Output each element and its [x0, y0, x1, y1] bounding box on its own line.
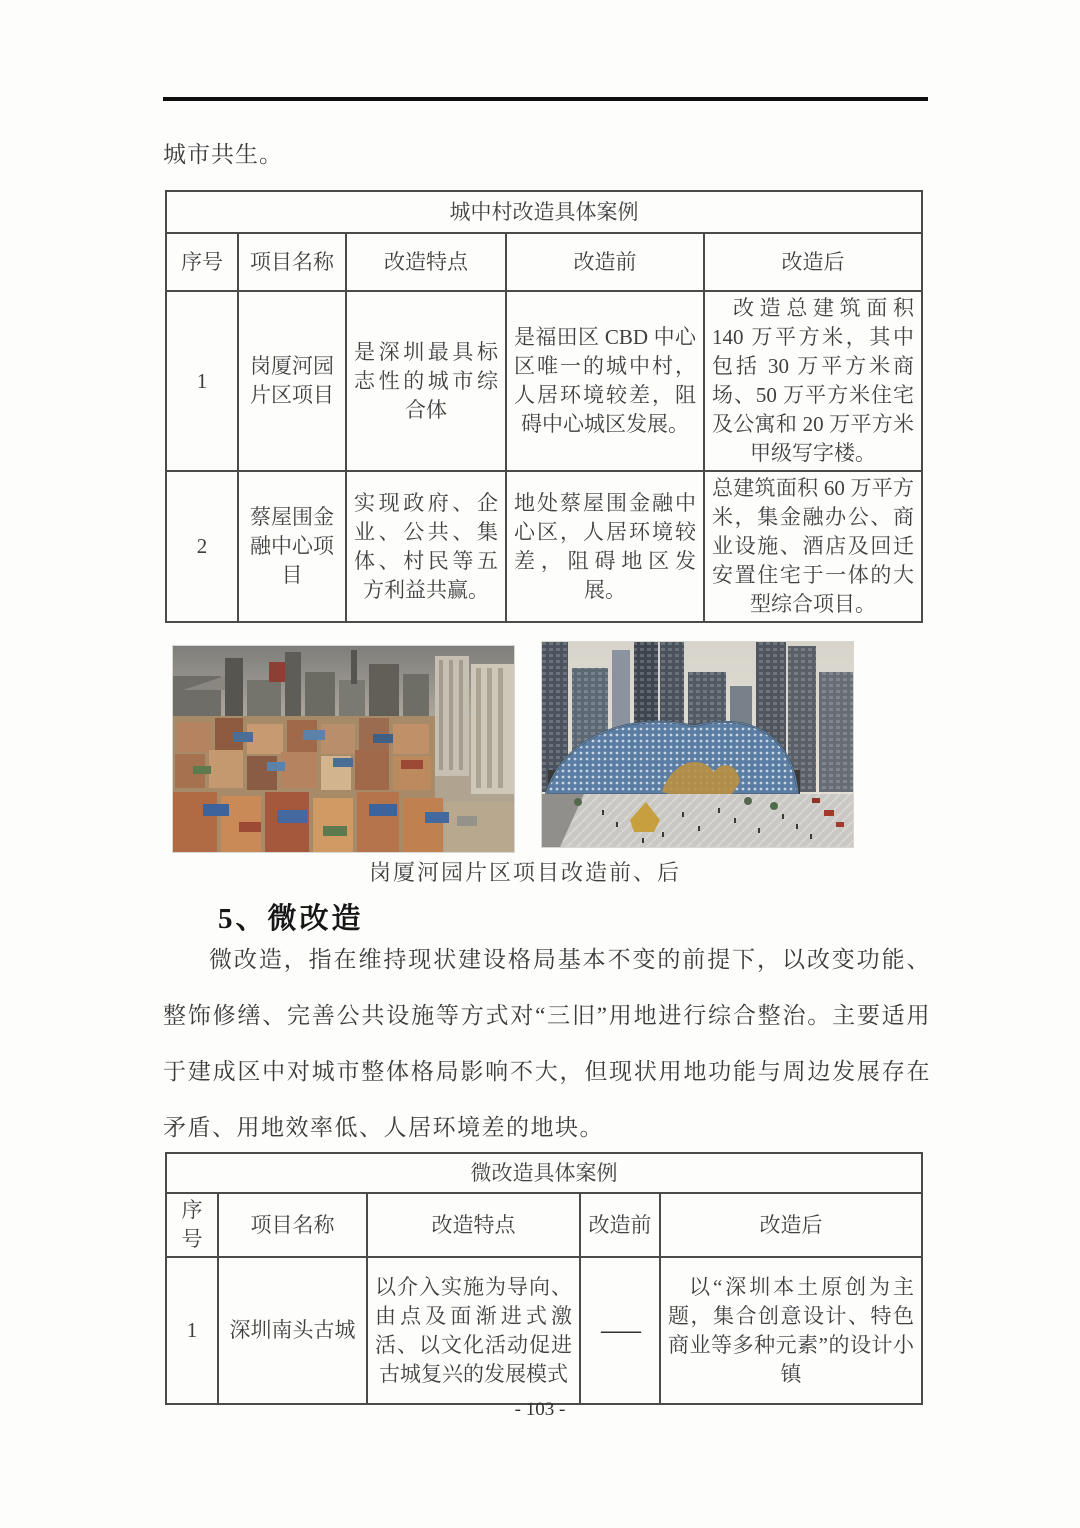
- cell-before: 是福田区 CBD 中心区唯一的城中村，人居环境较差，阻碍中心城区发展。: [506, 291, 704, 471]
- table-title-row: [166, 1153, 922, 1193]
- col-header-name: 项目名称: [238, 233, 346, 291]
- cell-no: 2: [166, 471, 238, 622]
- table-title-row: [166, 191, 922, 233]
- table-row: [166, 291, 922, 471]
- col-header-before: 改造前: [580, 1193, 660, 1257]
- cell-name: 深圳南头古城: [218, 1257, 367, 1404]
- col-header-no: 序号: [166, 233, 238, 291]
- col-header-before: 改造前: [506, 233, 704, 291]
- figure-caption: 岗厦河园片区项目改造前、后: [368, 860, 681, 885]
- table-header-row: [166, 1193, 922, 1257]
- cell-name: 岗厦河园片区项目: [238, 291, 346, 471]
- cell-feature: 实现政府、企业、公共、集体、村民等五方利益共赢。: [346, 471, 506, 622]
- table-title: 城中村改造具体案例: [166, 191, 922, 233]
- after-photo: [542, 642, 853, 847]
- urban-village-cases-table: [165, 190, 923, 623]
- before-photo: [173, 646, 514, 852]
- col-header-after: 改造后: [704, 233, 922, 291]
- cell-after: 改造总建筑面积 140 万平方米，其中包括 30 万平方米商场、50 万平方米住宅及公寓和 20 万平方米甲级写字楼。: [704, 291, 922, 471]
- cell-name: 蔡屋围金融中心项目: [238, 471, 346, 622]
- table-header-row: [166, 233, 922, 291]
- micro-renewal-cases-table: [165, 1152, 923, 1405]
- section-heading: 5、微改造: [218, 903, 364, 935]
- cell-no: 1: [166, 1257, 218, 1404]
- cell-feature: 以介入实施为导向、由点及面渐进式激活、以文化活动促进古城复兴的发展模式: [367, 1257, 580, 1404]
- page-number: - 103 -: [514, 1399, 566, 1420]
- header-rule: [163, 97, 928, 101]
- col-header-feature: 改造特点: [346, 233, 506, 291]
- cell-after: 以“深圳本土原创为主题，集合创意设计、特色商业等多种元素”的设计小镇: [660, 1257, 922, 1404]
- table-row: [166, 471, 922, 622]
- table-title: 微改造具体案例: [166, 1153, 922, 1193]
- col-header-no: 序号: [166, 1193, 218, 1257]
- cell-after: 总建筑面积 60 万平方米，集金融办公、商业设施、酒店及回迁安置住宅于一体的大型综合项目。: [704, 471, 922, 622]
- cell-no: 1: [166, 291, 238, 471]
- col-header-feature: 改造特点: [367, 1193, 580, 1257]
- section-paragraph: 微改造，指在维持现状建设格局基本不变的前提下，以改变功能、整饰修缮、完善公共设施等方式对“三旧”用地进行综合整治。主要适用于建成区中对城市整体格局影响不大，但现状用地功能与周边发展存在矛盾、用地效率低、人居环境差的地块。: [163, 947, 931, 1140]
- table-row: [166, 1257, 922, 1404]
- col-header-name: 项目名称: [218, 1193, 367, 1257]
- cell-before: ——: [580, 1257, 660, 1404]
- intro-text: 城市共生。: [163, 142, 283, 167]
- cell-feature: 是深圳最具标志性的城市综合体: [346, 291, 506, 471]
- cell-before: 地处蔡屋围金融中心区，人居环境较差，阻碍地区发展。: [506, 471, 704, 622]
- col-header-after: 改造后: [660, 1193, 922, 1257]
